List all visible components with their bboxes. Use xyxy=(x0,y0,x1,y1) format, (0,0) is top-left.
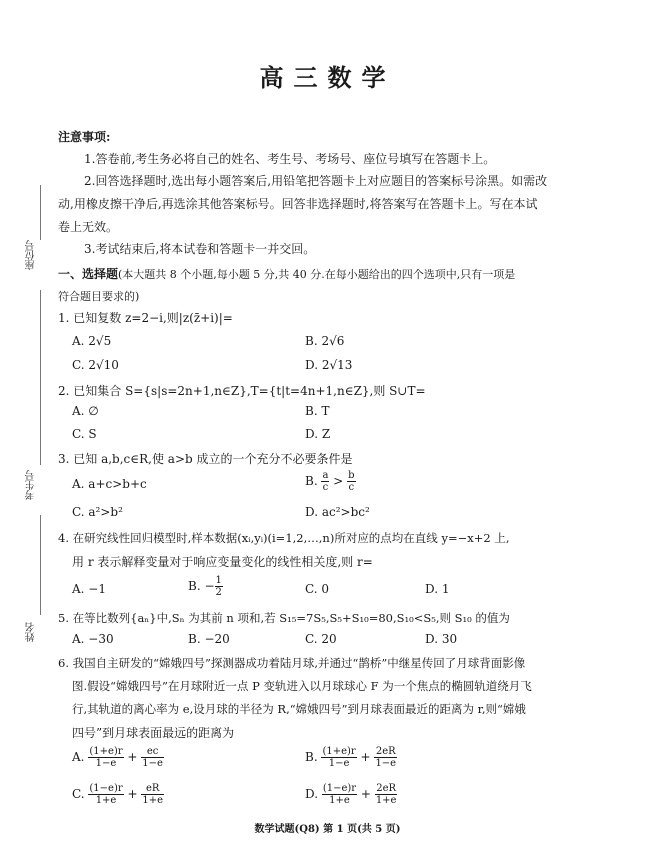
q5-option-d: D. 30 xyxy=(425,632,458,646)
q6-stem-c: 行,其轨道的离心率为 e,设月球的半径为 R,“嫦娥四号”到月球表面最近的距离为 r,则“嫦娥 xyxy=(72,702,526,716)
section-desc: (本大题共 8 个小题,每小题 5 分,共 40 分.在每小题给出的四个选项中,只有一项是 xyxy=(118,268,516,281)
q6-option-b: B. $\frac{(1+e)r}{1-e}$ + $\frac{2eR}{1-e}$ xyxy=(305,746,397,769)
q1-option-d: D. 2√13 xyxy=(305,358,353,372)
seat-label: 座位号 xyxy=(26,240,37,270)
q3-option-d: D. ac²>bc² xyxy=(305,505,370,519)
notes-heading: 注意事项: xyxy=(58,130,111,144)
q1-stem: 1. 已知复数 z=2−i,则|z(z̄+i)|= xyxy=(58,311,233,325)
binding-line xyxy=(40,515,41,615)
note-2b: 动,用橡皮擦干净后,再选涂其他答案标号。回答非选择题时,将答案写在答题卡上。写在本试 xyxy=(58,197,538,211)
q4-option-d: D. 1 xyxy=(425,582,450,596)
q2-option-d: D. Z xyxy=(305,427,331,441)
q5-stem: 5. 在等比数列{aₙ}中,Sₙ 为其前 n 项和,若 S₁₅=7S₅,S₅+S₁₀=80,S₁₀<S₅,则 S₁₀ 的值为 xyxy=(58,611,510,625)
page-footer: 数学试题(Q8) 第 1 页(共 5 页) xyxy=(254,824,401,835)
q2-option-c: C. S xyxy=(72,427,97,441)
q6-stem-b: 图.假设“嫦娥四号”在月球附近一点 P 变轨进入以月球球心 F 为一个焦点的椭圆轨道绕月飞 xyxy=(72,679,532,693)
fraction: $\frac{b}{c}$ xyxy=(348,470,355,493)
q1-option-a: A. 2√5 xyxy=(72,334,112,348)
q5-option-a: A. −30 xyxy=(72,632,114,646)
fraction: $\frac{2eR}{1+e}$ xyxy=(375,783,397,806)
fraction: $\frac{ec}{1-e}$ xyxy=(142,746,163,769)
q4-option-b: B. − $\frac{1}{2}$ xyxy=(188,575,222,598)
q4-stem-b: 用 r 表示解释变量对于响应变量变化的线性相关度,则 r= xyxy=(72,555,373,569)
binding-line xyxy=(40,185,41,240)
fraction: $\frac{1}{2}$ xyxy=(215,575,222,598)
fraction: $\frac{2eR}{1-e}$ xyxy=(375,746,397,769)
fraction: $\frac{(1+e)r}{1-e}$ xyxy=(89,746,123,769)
note-1: 1.答卷前,考生务必将自己的姓名、考生号、考场号、座位号填写在答题卡上。 xyxy=(84,152,496,166)
q2-option-b: B. T xyxy=(305,404,330,418)
fraction: $\frac{eR}{1+e}$ xyxy=(142,783,164,806)
q3-stem: 3. 已知 a,b,c∈R,使 a>b 成立的一个充分不必要条件是 xyxy=(58,452,353,466)
q5-option-c: C. 20 xyxy=(305,632,337,646)
q3-option-c: C. a²>b² xyxy=(72,505,123,519)
section-desc-cont: 符合题目要求的) xyxy=(58,290,140,303)
q1-option-c: C. 2√10 xyxy=(72,358,119,372)
examinee-label: 考生号 xyxy=(26,470,37,500)
note-2a: 2.回答选择题时,选出每小题答案后,用铅笔把答题卡上对应题目的答案标号涂黑。如需改 xyxy=(84,174,548,188)
binding-line xyxy=(40,290,41,465)
fraction: $\frac{(1+e)r}{1-e}$ xyxy=(322,746,356,769)
q2-stem: 2. 已知集合 S={s|s=2n+1,n∈Z},T={t|t=4n+1,n∈Z},则 S∪T= xyxy=(58,384,426,398)
fraction: $\frac{a}{c}$ xyxy=(322,470,329,493)
q5-option-b: B. −20 xyxy=(188,632,230,646)
q6-stem-d: 四号”到月球表面最远的距离为 xyxy=(72,726,235,740)
fraction: $\frac{(1-e)r}{1+e}$ xyxy=(89,783,123,806)
fraction: $\frac{(1-e)r}{1+e}$ xyxy=(322,783,357,806)
q4-option-c: C. 0 xyxy=(305,582,330,596)
q4-stem-a: 4. 在研究线性回归模型时,样本数据(xᵢ,yᵢ)(i=1,2,…,n)所对应的点均在直线 y=−x+2 上, xyxy=(58,531,510,545)
note-2c: 卷上无效。 xyxy=(58,220,119,234)
q6-option-d: D. $\frac{(1-e)r}{1+e}$ + $\frac{2eR}{1+e}$ xyxy=(305,783,397,806)
q3-option-b: B. $\frac{a}{c}$ > $\frac{b}{c}$ xyxy=(305,470,355,493)
section-header xyxy=(58,265,515,282)
page-title: 高三数学 xyxy=(259,63,396,92)
name-label: 姓名 xyxy=(26,622,37,642)
q3-option-a: A. a+c>b+c xyxy=(72,477,147,491)
q1-option-b: B. 2√6 xyxy=(305,334,345,348)
q6-option-a: A. $\frac{(1+e)r}{1-e}$ + $\frac{ec}{1-e}$ xyxy=(72,746,163,769)
q6-stem-a: 6. 我国自主研发的“嫦娥四号”探测器成功着陆月球,并通过“鹊桥”中继星传回了月球背面影像 xyxy=(58,656,526,670)
q4-option-a: A. −1 xyxy=(72,582,106,596)
note-3: 3.考试结束后,将本试卷和答题卡一并交回。 xyxy=(84,242,316,256)
section-title: 一、选择题 xyxy=(58,267,119,281)
q6-option-c: C. $\frac{(1-e)r}{1+e}$ + $\frac{eR}{1+e}$ xyxy=(72,783,164,806)
q2-option-a: A. ∅ xyxy=(72,404,99,418)
